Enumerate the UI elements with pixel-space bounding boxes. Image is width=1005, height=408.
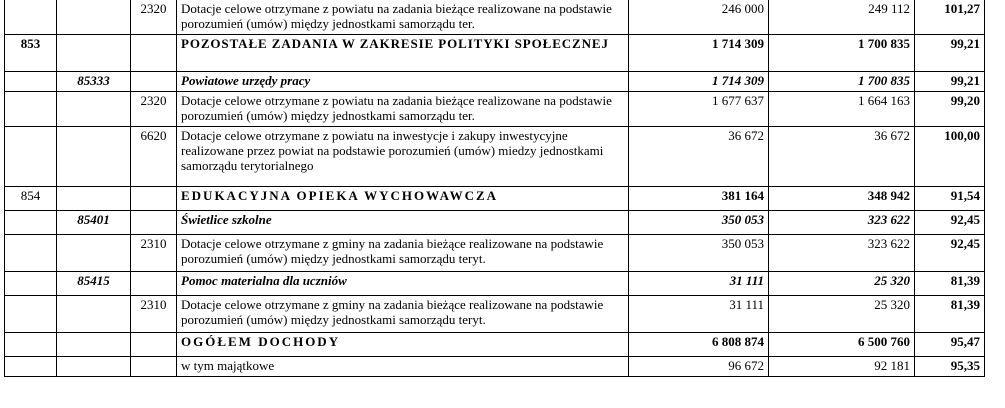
opis-cell: Świetlice szkolne [177,211,629,235]
paragraf-cell [131,272,177,296]
rozdzial-cell: 85333 [57,72,131,92]
plan-cell: 6 808 874 [629,333,769,357]
plan-cell: 31 111 [629,272,769,296]
procent-cell: 99,20 [915,92,985,127]
budget-income-table [4,0,985,377]
dzial-cell: 853 [5,35,57,72]
table-row [5,72,985,92]
table-row [5,296,985,333]
wykonanie-cell: 25 320 [769,296,915,333]
opis-cell: OGÓŁEM DOCHODY [177,333,629,357]
table-row [5,187,985,211]
procent-cell: 100,00 [915,127,985,187]
dzial-cell [5,357,57,377]
opis-cell: Dotacje celowe otrzymane z gminy na zadania bieżące realizowane na podstawie porozumień (umów) między jednostkami samorządu teryt. [177,296,629,333]
procent-cell: 95,35 [915,357,985,377]
opis-cell: Dotacje celowe otrzymane z gminy na zadania bieżące realizowane na podstawie porozumień (umów) między jednostkami samorządu teryt. [177,235,629,272]
table-row [5,211,985,235]
rozdzial-cell: 85401 [57,211,131,235]
plan-cell: 246 000 [629,0,769,35]
paragraf-cell: 2320 [131,0,177,35]
wykonanie-cell: 323 622 [769,211,915,235]
procent-cell: 92,45 [915,211,985,235]
table-row [5,357,985,377]
paragraf-cell [131,357,177,377]
paragraf-cell: 6620 [131,127,177,187]
rozdzial-cell [57,127,131,187]
opis-cell: EDUKACYJNA OPIEKA WYCHOWAWCZA [177,187,629,211]
rozdzial-cell [57,296,131,333]
table-row [5,127,985,187]
paragraf-cell [131,187,177,211]
paragraf-cell: 2320 [131,92,177,127]
dzial-cell [5,235,57,272]
procent-cell: 91,54 [915,187,985,211]
dzial-cell [5,92,57,127]
plan-cell: 31 111 [629,296,769,333]
rozdzial-cell [57,0,131,35]
plan-cell: 1 677 637 [629,92,769,127]
wykonanie-cell: 92 181 [769,357,915,377]
opis-cell: Dotacje celowe otrzymane z powiatu na inwestycje i zakupy inwestycyjne realizowane przez powiat na podstawie porozumień (umów) miedzy jednostkami samorządu terytorialnego [177,127,629,187]
plan-cell: 1 714 309 [629,35,769,72]
paragraf-cell: 2310 [131,235,177,272]
opis-cell: Dotacje celowe otrzymane z powiatu na zadania bieżące realizowane na podstawie porozumień (umów) między jednostkami samorządu ter. [177,92,629,127]
dzial-cell [5,333,57,357]
dzial-cell [5,296,57,333]
opis-cell: Dotacje celowe otrzymane z powiatu na zadania bieżące realizowane na podstawie porozumień (umów) między jednostkami samorządu ter. [177,0,629,35]
opis-cell: w tym majątkowe [177,357,629,377]
procent-cell: 81,39 [915,272,985,296]
wykonanie-cell: 25 320 [769,272,915,296]
rozdzial-cell: 85415 [57,272,131,296]
wykonanie-cell: 323 622 [769,235,915,272]
paragraf-cell [131,72,177,92]
plan-cell: 350 053 [629,211,769,235]
procent-cell: 99,21 [915,72,985,92]
paragraf-cell: 2310 [131,296,177,333]
paragraf-cell [131,35,177,72]
table-row [5,235,985,272]
rozdzial-cell [57,187,131,211]
rozdzial-cell [57,333,131,357]
opis-cell: POZOSTAŁE ZADANIA W ZAKRESIE POLITYKI SPOŁECZNEJ [177,35,629,72]
table-row [5,35,985,72]
wykonanie-cell: 249 112 [769,0,915,35]
wykonanie-cell: 348 942 [769,187,915,211]
rozdzial-cell [57,235,131,272]
plan-cell: 381 164 [629,187,769,211]
wykonanie-cell: 1 700 835 [769,72,915,92]
opis-cell: Powiatowe urzędy pracy [177,72,629,92]
rozdzial-cell [57,357,131,377]
dzial-cell: 854 [5,187,57,211]
wykonanie-cell: 6 500 760 [769,333,915,357]
dzial-cell [5,0,57,35]
table-row [5,333,985,357]
procent-cell: 92,45 [915,235,985,272]
plan-cell: 96 672 [629,357,769,377]
wykonanie-cell: 36 672 [769,127,915,187]
plan-cell: 1 714 309 [629,72,769,92]
rozdzial-cell [57,92,131,127]
procent-cell: 101,27 [915,0,985,35]
wykonanie-cell: 1 664 163 [769,92,915,127]
table-row [5,92,985,127]
dzial-cell [5,211,57,235]
table-row [5,272,985,296]
paragraf-cell [131,333,177,357]
procent-cell: 99,21 [915,35,985,72]
paragraf-cell [131,211,177,235]
opis-cell: Pomoc materialna dla uczniów [177,272,629,296]
plan-cell: 350 053 [629,235,769,272]
rozdzial-cell [57,35,131,72]
procent-cell: 81,39 [915,296,985,333]
dzial-cell [5,272,57,296]
procent-cell: 95,47 [915,333,985,357]
wykonanie-cell: 1 700 835 [769,35,915,72]
dzial-cell [5,72,57,92]
plan-cell: 36 672 [629,127,769,187]
dzial-cell [5,127,57,187]
table-row [5,0,985,35]
